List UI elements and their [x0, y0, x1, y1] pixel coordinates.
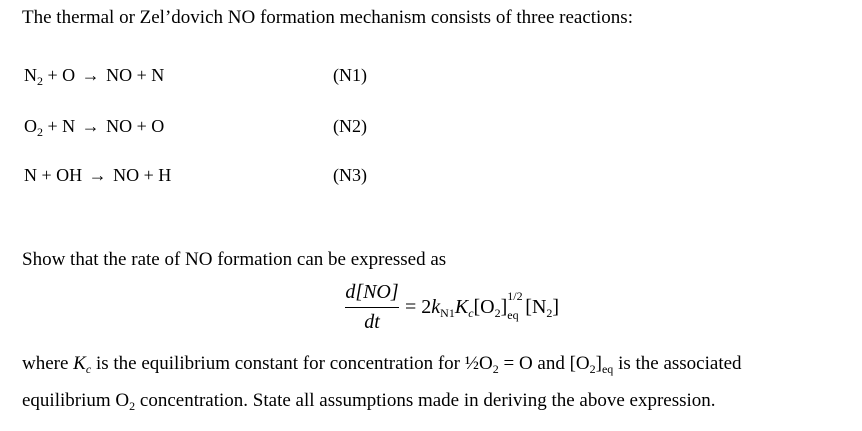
equilibrium-constant-subscript: c — [468, 306, 474, 320]
o2-eq-subscript: eq — [507, 308, 519, 322]
equilibrium-constant-k: K — [454, 296, 469, 318]
closing-line-1: where $K_c$ is the equilibrium constant for concentration for $\frac{1}{2}O_2 = O$ and $[O_2]_{eq}$ is the associated — [22, 353, 742, 376]
fraction-denominator: dt — [364, 311, 380, 333]
reaction-n1-reactant: + O — [43, 65, 80, 85]
equation-right-side — [405, 289, 560, 325]
reaction-n1-species: N — [24, 65, 37, 85]
reaction-n2-label: (N2) — [333, 116, 367, 136]
fraction-bar — [345, 307, 399, 308]
reaction-n3-label: (N3) — [333, 165, 367, 185]
equals-two: = 2 — [405, 296, 432, 318]
reaction-n3-species: N + OH — [24, 165, 83, 185]
o2-bracket-close: ] — [500, 296, 508, 318]
reaction-n2-subscript: 2 — [37, 125, 43, 139]
reaction-n1 — [24, 64, 164, 92]
reaction-n1-subscript: 2 — [37, 74, 43, 88]
reaction-n1-products: NO + N — [101, 65, 165, 85]
reaction-n3 — [24, 164, 171, 186]
n2-bracket-close: ] — [552, 296, 560, 318]
kc-symbol: K — [73, 353, 86, 374]
o2-exponent-stack — [507, 289, 525, 322]
n2-bracket-open: [N — [525, 296, 547, 318]
o2-bracket-open: [O — [473, 296, 495, 318]
n2-subscript: 2 — [546, 306, 553, 320]
intro-text: The thermal or Zel’dovich NO formation mechanism consists of three reactions: — [22, 7, 633, 28]
fraction-numerator: d[NO] — [345, 281, 399, 303]
rate-constant-subscript: N1 — [440, 306, 455, 320]
reaction-n2-products: NO + O — [101, 116, 165, 136]
reaction-n2-species: O — [24, 116, 37, 136]
rate-constant-k: k — [431, 296, 441, 318]
prompt-text: Show that the rate of NO formation can be expressed as — [22, 249, 447, 270]
o2-exponent: 1/2 — [507, 289, 523, 303]
rate-equation — [343, 280, 603, 340]
reaction-arrow-icon: → — [88, 165, 107, 185]
reaction-arrow-icon: → — [81, 65, 100, 85]
o2-subscript: 2 — [494, 306, 501, 320]
reaction-n3-reactant — [82, 165, 87, 185]
reaction-n2-reactant: + N — [43, 116, 80, 136]
reaction-n3-products: NO + H — [108, 165, 172, 185]
reaction-n1-label: (N1) — [333, 65, 367, 85]
closing-line-2: equilibrium $O_2$ concentration. State all assumptions made in deriving the above expression. — [22, 390, 716, 413]
reaction-arrow-icon: → — [81, 116, 100, 136]
reaction-n2 — [24, 115, 164, 143]
